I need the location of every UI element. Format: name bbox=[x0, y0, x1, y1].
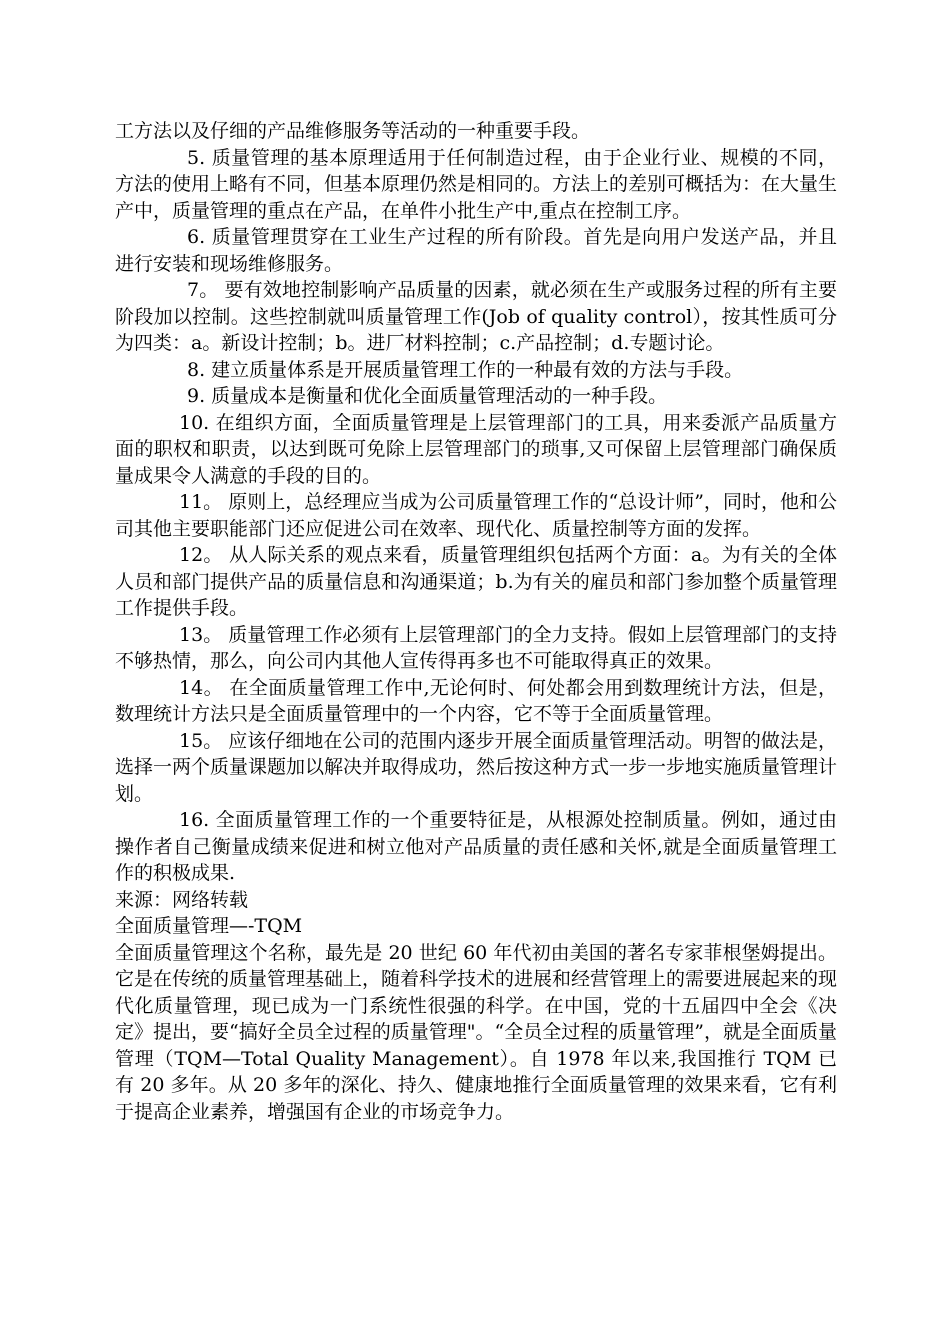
document-page bbox=[115, 118, 837, 1125]
source-line: 来源：网络转载 bbox=[115, 888, 249, 911]
paragraph-item-7: 7。 要有效地控制影响产品质量的因素，就必须在生产或服务过程的所有主要阶段加以控制。这些控制就叫质量管理工作(Job of quality control），按其性质可分为四类：a。新设计控制；b。进厂材料控制；c.产品控制；d.专题讨论。 bbox=[115, 279, 837, 354]
paragraph-item-11: 11。 原则上，总经理应当成为公司质量管理工作的“总设计师”，同时，他和公司其他主要职能部门还应促进公司在效率、现代化、质量控制等方面的发挥。 bbox=[115, 491, 837, 540]
paragraph-item-10: 10. 在组织方面，全面质量管理是上层管理部门的工具，用来委派产品质量方面的职权和职责，以达到既可免除上层管理部门的琐事,又可保留上层管理部门确保质量成果令人满意的手段的目的。 bbox=[115, 411, 837, 487]
paragraph-item-15: 15。 应该仔细地在公司的范围内逐步开展全面质量管理活动。明智的做法是，选择一两个质量课题加以解决并取得成功，然后按这种方式一步一步地实施质量管理计划。 bbox=[115, 729, 838, 805]
paragraph-item-14: 14。 在全面质量管理工作中,无论何时、何处都会用到数理统计方法，但是，数理统计方法只是全面质量管理中的一个内容，它不等于全面质量管理。 bbox=[115, 676, 837, 725]
paragraph-item-12: 12。 从人际关系的观点来看，质量管理组织包括两个方面：a。为有关的全体人员和部门提供产品的质量信息和沟通渠道；b.为有关的雇员和部门参加整个质量管理工作提供手段。 bbox=[115, 544, 837, 619]
paragraph-continuation: 工方法以及仔细的产品维修服务等活动的一种重要手段。 bbox=[115, 120, 591, 142]
paragraph-item-16: 16. 全面质量管理工作的一个重要特征是，从根源处控制质量。例如，通过由操作者自己衡量成绩来促进和树立他对产品质量的责任感和关怀,就是全面质量管理工作的积极成果. bbox=[115, 809, 837, 884]
paragraph-item-9: 9. 质量成本是衡量和优化全面质量管理活动的一种手段。 bbox=[187, 385, 668, 407]
paragraph-item-13: 13。 质量管理工作必须有上层管理部门的全力支持。假如上层管理部门的支持不够热情，那么，向公司内其他人宣传得再多也不可能取得真正的效果。 bbox=[115, 623, 837, 672]
paragraph-item-8: 8. 建立质量体系是开展质量管理工作的一种最有效的方法与手段。 bbox=[187, 358, 744, 381]
section-heading: 全面质量管理—-TQM bbox=[115, 915, 303, 937]
paragraph-item-5: 5. 质量管理的基本原理适用于任何制造过程，由于企业行业、规模的不同，方法的使用上略有不同，但基本原理仍然是相同的。方法上的差别可概括为：在大量生产中，质量管理的重点在产品，在单件小批生产中,重点在控制工序。 bbox=[115, 146, 838, 222]
paragraph-item-6: 6. 质量管理贯穿在工业生产过程的所有阶段。首先是向用户发送产品，并且进行安装和现场维修服务。 bbox=[115, 226, 837, 275]
paragraph-intro: 全面质量管理这个名称，最先是 20 世纪 60 年代初由美国的著名专家菲根堡姆提出。它是在传统的质量管理基础上，随着科学技术的进展和经营管理上的需要进展起来的现代化质量管理，现已成为一门系统性很强的科学。在中国，党的十五届四中全会《决定》提出，要“搞好全员全过程的质量管理"。“全员全过程的质量管理”，就是全面质量管理（TQM—Total Quality Management）。自 1978 年以来,我国推行 TQM 已有 20 多年。从 20 多年的深化、持久、健康地推行全面质量管理的效果来看，它有利于提高企业素养，增强国有企业的市场竞争力。 bbox=[115, 941, 838, 1123]
